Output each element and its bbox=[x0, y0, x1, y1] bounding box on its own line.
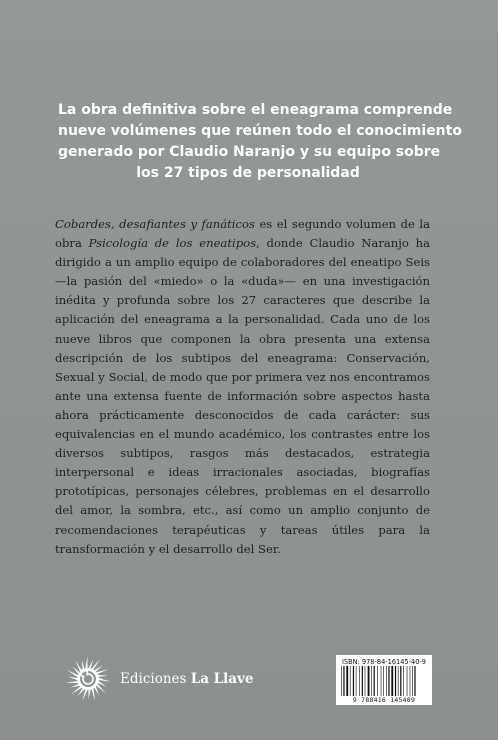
barcode-bar bbox=[407, 666, 408, 696]
logo-ray bbox=[82, 660, 84, 670]
barcode-bar bbox=[383, 666, 384, 696]
barcode-bar bbox=[412, 666, 413, 696]
tagline-line: La obra definitiva sobre el eneagrama comprende bbox=[58, 102, 453, 118]
book-title: Cobardes, desafiantes y fanáticos bbox=[55, 217, 255, 231]
barcode-bar bbox=[350, 666, 351, 696]
logo-ray bbox=[73, 666, 80, 674]
barcode-bar bbox=[362, 666, 363, 696]
barcode-bar bbox=[374, 666, 375, 696]
barcode-digits: 9 788416 145409 bbox=[352, 696, 416, 704]
description-text: es el segundo volumen de la obra bbox=[55, 217, 430, 251]
logo-ray bbox=[88, 690, 90, 699]
barcode-bar bbox=[359, 666, 360, 696]
publisher-block bbox=[64, 651, 253, 707]
tagline-line: nueve volúmenes que reúnen todo el conocimiento bbox=[58, 123, 462, 139]
barcode-bar bbox=[346, 666, 348, 696]
barcode-bar bbox=[377, 666, 378, 696]
publisher-name-regular: Ediciones bbox=[120, 671, 191, 687]
barcode-bar bbox=[365, 666, 366, 696]
barcode-bar bbox=[410, 666, 411, 696]
tagline bbox=[58, 100, 462, 184]
barcode-bar bbox=[381, 666, 382, 696]
logo-ray bbox=[68, 677, 77, 680]
logo-ray bbox=[89, 660, 94, 669]
logo-ray bbox=[85, 656, 87, 668]
logo-ray bbox=[99, 678, 111, 682]
logo-ray bbox=[70, 684, 79, 688]
barcode-bar bbox=[341, 666, 342, 696]
barcode-bar bbox=[395, 666, 396, 696]
logo-ray bbox=[98, 675, 107, 677]
barcode-bar bbox=[403, 666, 404, 696]
barcode-bar bbox=[368, 666, 370, 696]
isbn-label: ISBN: 978-84-16145-40-9 bbox=[342, 658, 426, 666]
logo-ray bbox=[94, 687, 99, 696]
logo-ray bbox=[94, 666, 102, 672]
publisher-name bbox=[120, 671, 253, 687]
publisher-name-bold: La Llave bbox=[190, 671, 254, 687]
barcode-bar bbox=[371, 666, 372, 696]
sun-spiral-logo-icon bbox=[64, 655, 112, 703]
tagline-line: los 27 tipos de personalidad bbox=[136, 165, 360, 181]
barcode-bar bbox=[414, 666, 415, 696]
barcode-bar bbox=[400, 666, 401, 696]
barcode-bars bbox=[340, 666, 428, 696]
barcode-bar bbox=[391, 666, 393, 696]
logo-ray bbox=[97, 669, 109, 674]
barcode bbox=[336, 655, 432, 705]
logo-ray bbox=[65, 681, 77, 683]
barcode-bar bbox=[356, 666, 357, 696]
tagline-line: generado por Claudio Naranjo y su equipo sobre bbox=[58, 144, 441, 160]
book-description bbox=[55, 215, 430, 559]
logo-ray bbox=[98, 681, 106, 687]
logo-ray bbox=[92, 689, 95, 701]
description-text: , donde Claudio Naranjo ha dirigido a un amplio equipo de colaboradores del eneatipo Seis —la pasión del «miedo» o la «duda»— en una investigación inédita y profunda sobre los 27 caracteres que describe la aplicación del eneagrama a la personalidad. Cada uno de los nueve libros que componen la obra presenta una extensa descripción de los subtipos del eneagrama: Conservación, Sexual y Social, de modo que por primera vez nos encontramos ante una extensa fuente de información sobre aspectos hasta ahora prácticamente desconocidos de cada carácter: sus equivalencias en el mundo académico, los contrastes entre los diversos subtipos, rasgos más destacados, estrategia interpersonal e ideas irracionales asociadas, biografías prototípicas, personajes célebres, problemas en el desarrollo del amor, la sombra, etc., así como un amplio conjunto de recomendaciones terapéuticas y tareas útiles para la transformación y el desarrollo del Ser. bbox=[55, 236, 430, 556]
barcode-bar bbox=[388, 666, 389, 696]
series-title: Psicología de los eneatipos bbox=[88, 236, 257, 251]
logo-ray bbox=[82, 690, 87, 702]
barcode-bar bbox=[386, 666, 387, 696]
barcode-bar bbox=[398, 666, 399, 696]
barcode-bar bbox=[353, 666, 354, 696]
barcode-bar bbox=[343, 666, 344, 696]
